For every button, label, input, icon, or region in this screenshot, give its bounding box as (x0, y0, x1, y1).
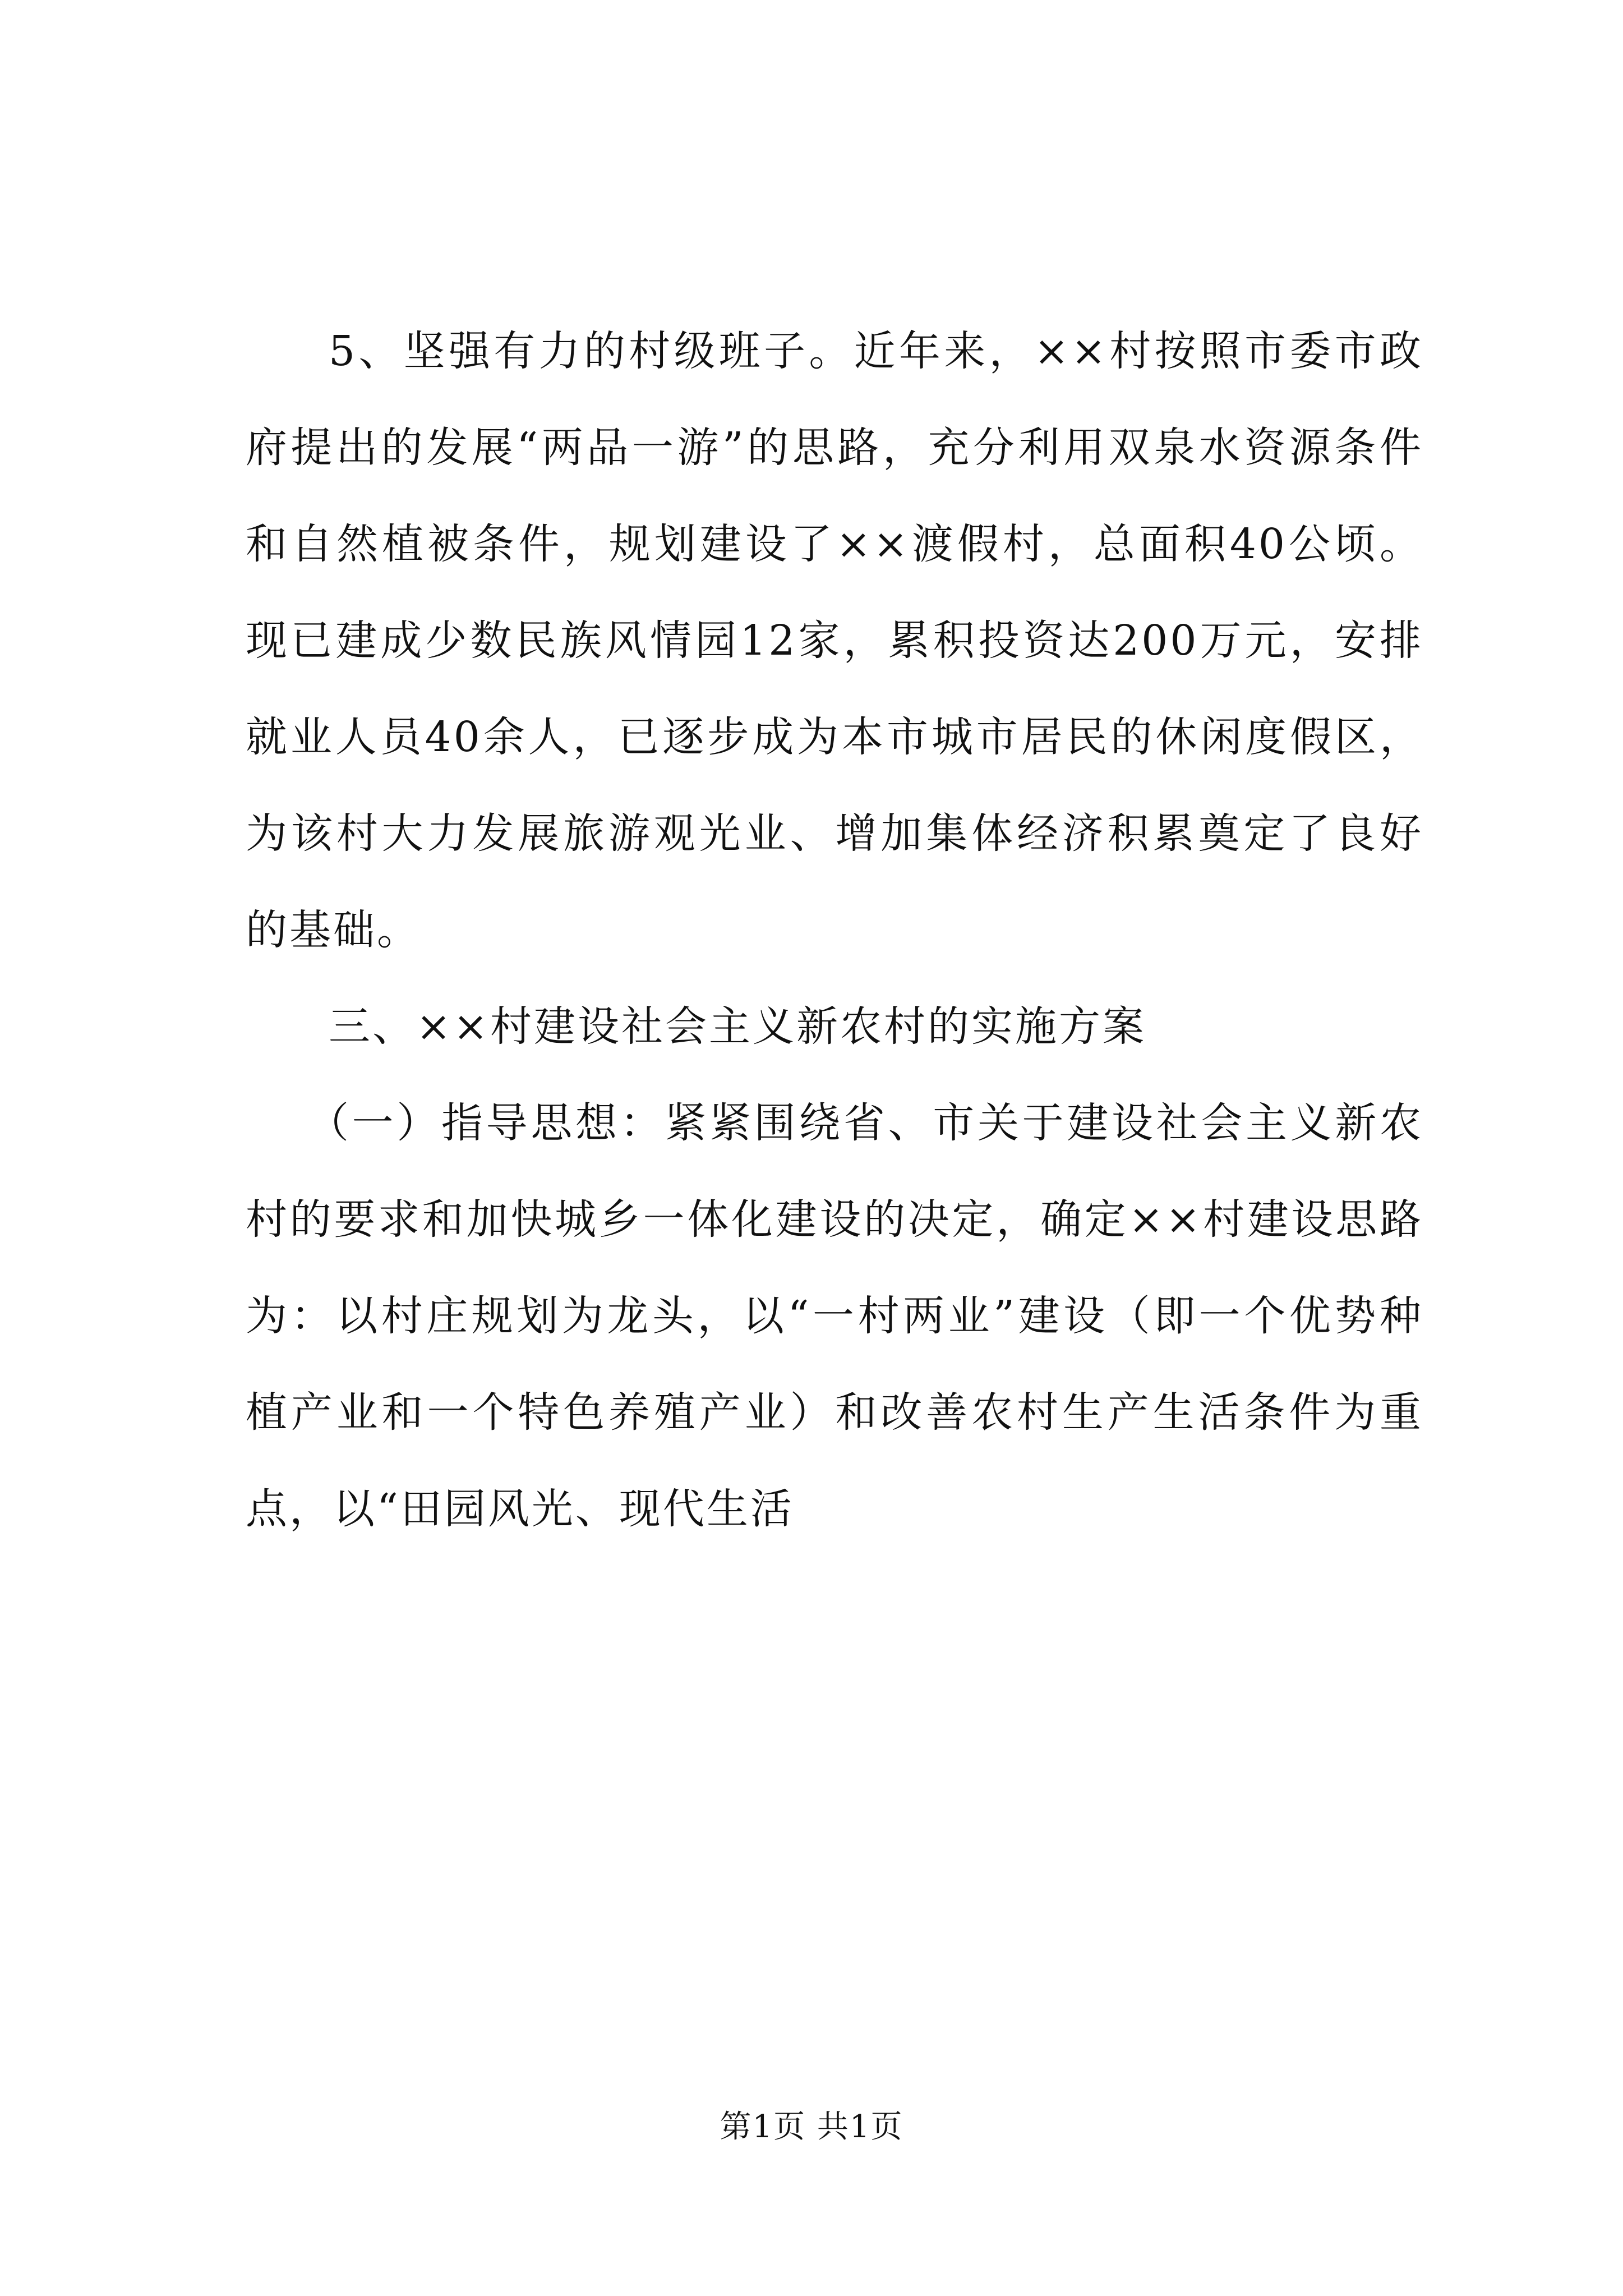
document-body (246, 303, 1423, 1557)
paragraph-guiding-ideology: （一）指导思想：紧紧围绕省、市关于建设社会主义新农村的要求和加快城乡一体化建设的决定，确定××村建设思路为：以村庄规划为龙头，以“一村两业”建设（即一个优势种植产业和一个特色养殖产业）和改善农村生产生活条件为重点，以“田园风光、现代生活 (246, 1099, 1423, 1533)
section-heading-implementation-plan: 三、××村建设社会主义新农村的实施方案 (329, 1002, 1147, 1051)
page-footer: 第1页 共1页 (720, 2109, 903, 2145)
paragraph-village-leadership: 5、坚强有力的村级班子。近年来，××村按照市委市政府提出的发展“两品一游”的思路，充分利用双泉水资源条件和自然植被条件，规划建设了××渡假村，总面积40公顷。现已建成少数民族风情园12家，累积投资达200万元，安排就业人员40余人，已逐步成为本市城市居民的休闲度假区，为该村大力发展旅游观光业、增加集体经济积累奠定了良好的基础。 (246, 327, 1423, 954)
